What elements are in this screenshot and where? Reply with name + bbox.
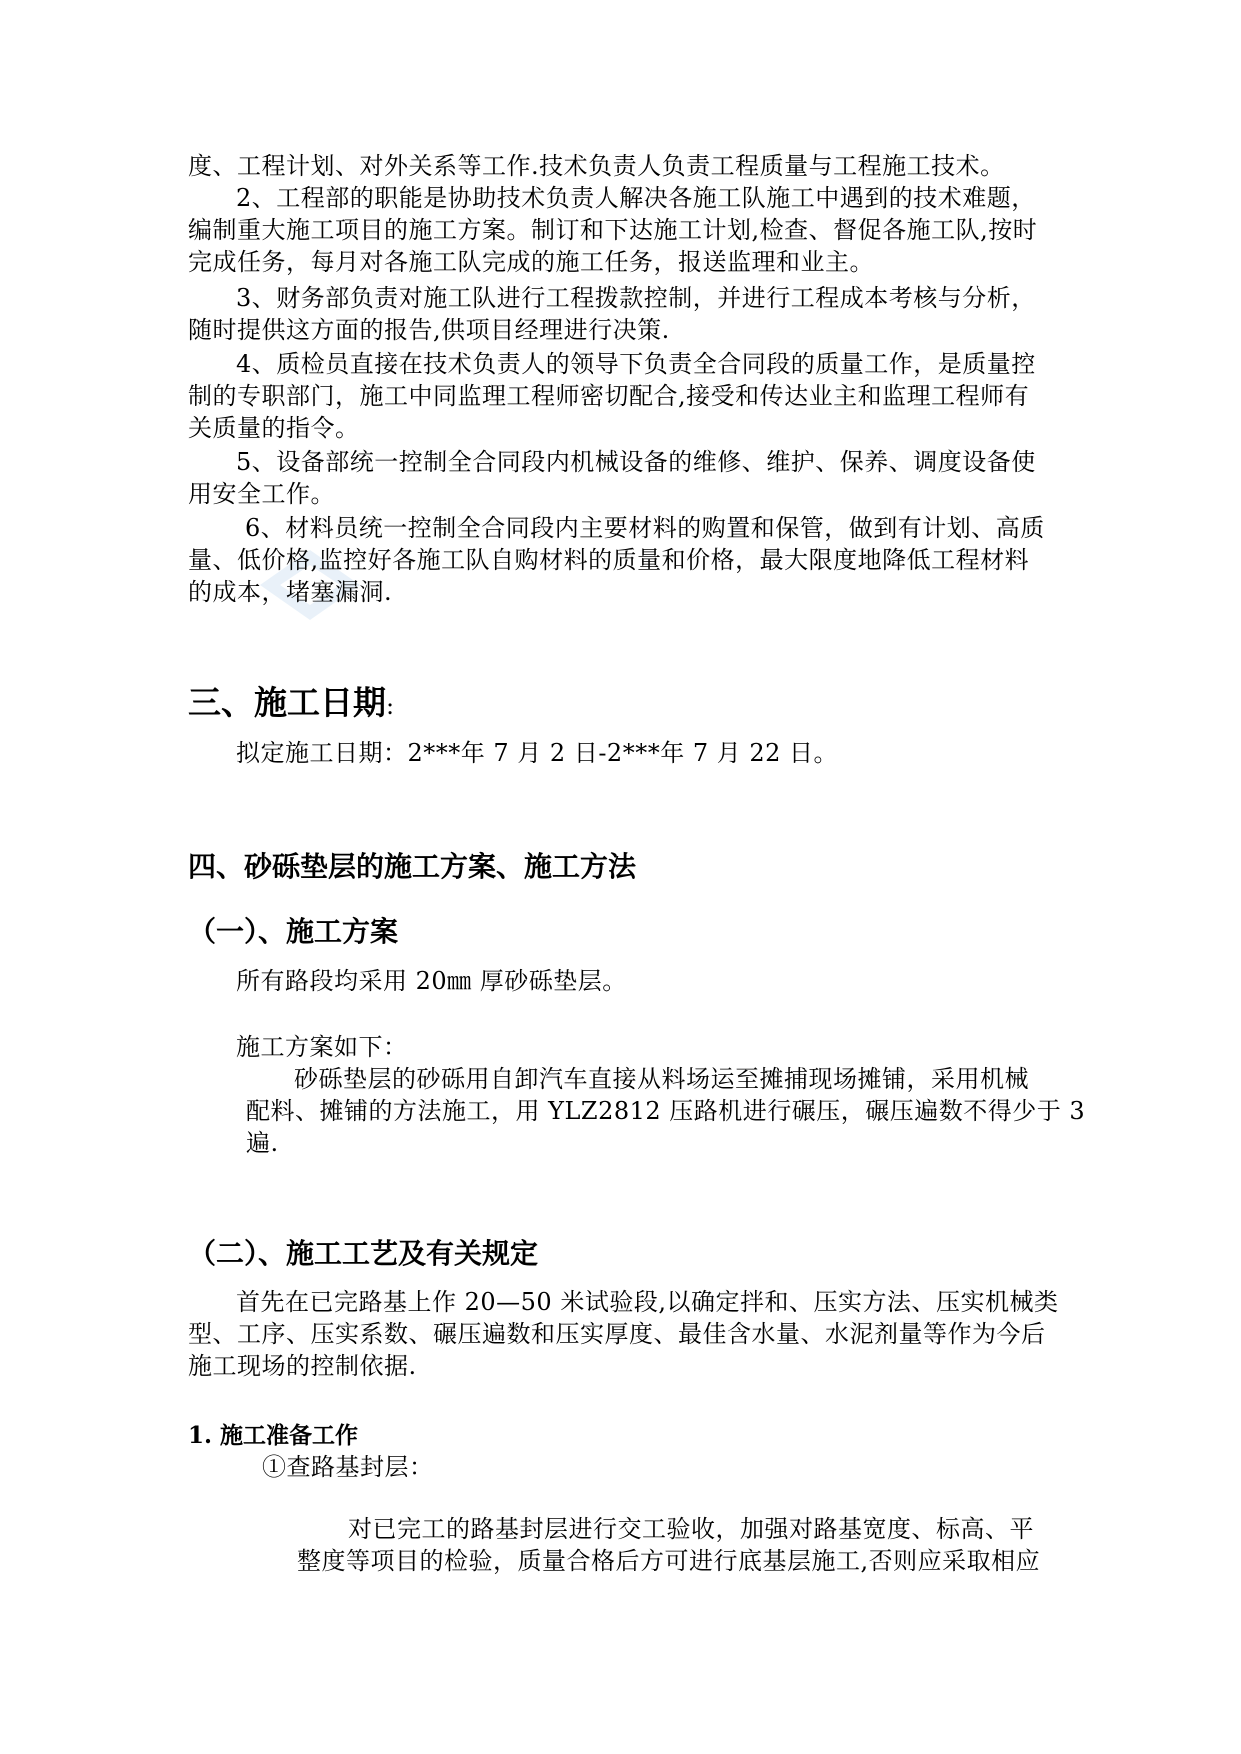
paragraph-line: 所有路段均采用 20㎜ 厚砂砾垫层。: [236, 967, 627, 995]
item-heading: 1. 施工准备工作: [188, 1422, 359, 1449]
paragraph-line: 砂砾垫层的砂砾用自卸汽车直接从料场运至摊捕现场摊铺，采用机械: [294, 1065, 1029, 1093]
paragraph-line: 2、工程部的职能是协助技术负责人解决各施工队施工中遇到的技术难题，: [236, 184, 1036, 212]
paragraph-line: 配料、摊铺的方法施工，用 YLZ2812 压路机进行碾压，碾压遍数不得少于 3: [246, 1097, 1086, 1125]
paragraph-line: 5、设备部统一控制全合同段内机械设备的维修、维护、保养、调度设备使: [236, 448, 1036, 476]
section-heading: [188, 683, 394, 726]
paragraph-line: 量、低价格,监控好各施工队自购材料的质量和价格，最大限度地降低工程材料: [188, 546, 1030, 574]
paragraph-line: 关质量的指令。: [188, 414, 360, 442]
paragraph-line: 制的专职部门，施工中同监理工程师密切配合,接受和传达业主和监理工程师有: [188, 382, 1030, 410]
paragraph-line: 3、财务部负责对施工队进行工程拨款控制，并进行工程成本考核与分析，: [236, 284, 1036, 312]
paragraph-line: 对已完工的路基封层进行交工验收，加强对路基宽度、标高、平: [348, 1515, 1034, 1543]
paragraph-line: 度、工程计划、对外关系等工作.技术负责人负责工程质量与工程施工技术。: [188, 152, 1005, 180]
section-heading-text: 三、施工日期: [188, 683, 386, 722]
paragraph-line: 随时提供这方面的报告,供项目经理进行决策.: [188, 316, 670, 344]
paragraph-line: 完成任务，每月对各施工队完成的施工任务，报送监理和业主。: [188, 248, 874, 276]
paragraph-line: 施工现场的控制依据.: [188, 1352, 417, 1380]
paragraph-line: 遍.: [246, 1129, 279, 1157]
section-heading-colon: :: [386, 692, 395, 720]
subsection-heading: （一）、施工方案: [188, 915, 399, 948]
subsection-heading: （二）、施工工艺及有关规定: [188, 1237, 539, 1270]
schedule-date-line: 拟定施工日期：2***年 7 月 2 日-2***年 7 月 22 日。: [236, 739, 839, 767]
paragraph-line: 施工方案如下：: [236, 1033, 408, 1061]
paragraph-line: 的成本，堵塞漏洞.: [188, 578, 393, 606]
paragraph-line: 整度等项目的检验，质量合格后方可进行底基层施工,否则应采取相应: [297, 1547, 1041, 1575]
section-heading: 四、砂砾垫层的施工方案、施工方法: [188, 850, 637, 883]
paragraph-line: 型、工序、压实系数、碾压遍数和压实厚度、最佳含水量、水泥剂量等作为今后: [188, 1320, 1046, 1348]
paragraph-line: 6、材料员统一控制全合同段内主要材料的购置和保管，做到有计划、高质: [245, 514, 1045, 542]
subitem-label: ①查路基封层：: [262, 1453, 434, 1481]
paragraph-line: 用安全工作。: [188, 480, 335, 508]
paragraph-line: 4、质检员直接在技术负责人的领导下负责全合同段的质量工作，是质量控: [236, 350, 1036, 378]
paragraph-line: 首先在已完路基上作 20—50 米试验段,以确定拌和、压实方法、压实机械类: [236, 1288, 1059, 1316]
paragraph-line: 编制重大施工项目的施工方案。制订和下达施工计划,检查、督促各施工队,按时: [188, 216, 1038, 244]
